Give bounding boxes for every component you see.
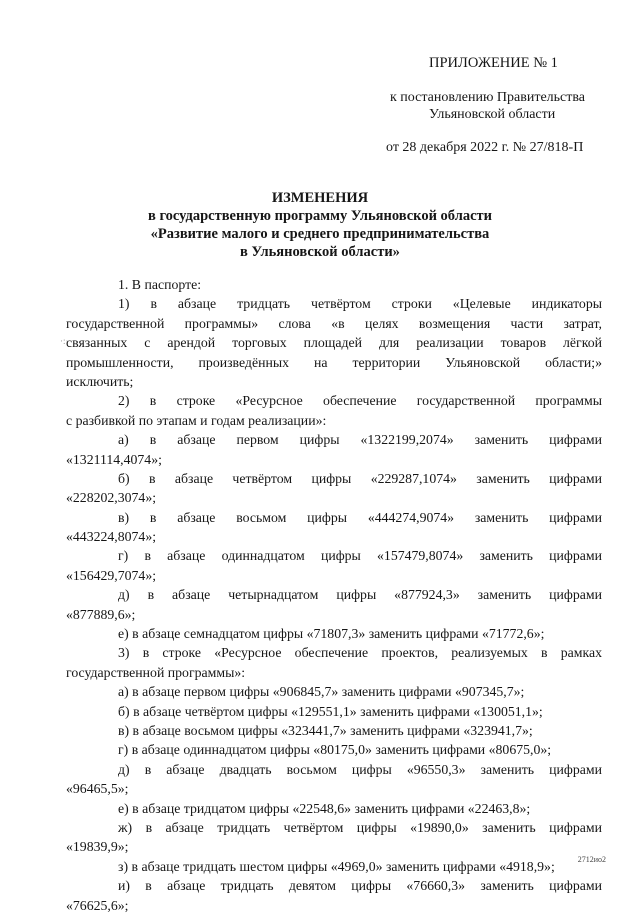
text-line: з) в абзаце тридцать шестом цифры «4969,0» заменить цифрами «4918,9»; bbox=[118, 858, 555, 874]
text-line: е) в абзаце семнадцатом цифры «71807,3» заменить цифрами «71772,6»; bbox=[118, 626, 545, 642]
text-line: а) в абзаце первом цифры «1322199,2074» заменить цифрами bbox=[118, 432, 602, 448]
decree-date: от 28 декабря 2022 г. № 27/818-П bbox=[386, 140, 584, 155]
scan-speckle: ·:· bbox=[60, 336, 69, 346]
text-line: «156429,7074»; bbox=[66, 567, 157, 583]
text-line: б) в абзаце четвёртом цифры «129551,1» заменить цифрами «130051,1»; bbox=[118, 703, 543, 719]
text-line: а) в абзаце первом цифры «906845,7» заменить цифрами «907345,7»; bbox=[118, 684, 525, 700]
footer-mark: 2712ио2 bbox=[577, 855, 606, 864]
text-line: «228202,3074»; bbox=[66, 490, 157, 506]
text-line: «19839,9»; bbox=[66, 839, 129, 855]
text-line: д) в абзаце двадцать восьмом цифры «96550,3» заменить цифрами bbox=[118, 761, 602, 777]
text-line: «96465,5»; bbox=[66, 781, 129, 797]
text-line: «1321114,4074»; bbox=[66, 451, 162, 467]
text-line: государственной программы»: bbox=[66, 664, 246, 680]
text-line: б) в абзаце четвёртом цифры «229287,1074» заменить цифрами bbox=[118, 470, 602, 486]
text-line: 1. В паспорте: bbox=[118, 277, 202, 292]
document-subtitle-1: в государственную программу Ульяновской области bbox=[147, 208, 492, 224]
decree-reference-line1: к постановлению Правительства bbox=[390, 90, 586, 105]
text-line: государственной программы» слова «в целях возмещения части затрат, bbox=[66, 315, 602, 331]
text-line: с разбивкой по этапам и годам реализации»: bbox=[66, 412, 327, 428]
text-line: г) в абзаце одиннадцатом цифры «157479,8074» заменить цифрами bbox=[118, 548, 602, 564]
text-line: е) в абзаце тридцатом цифры «22548,6» заменить цифрами «22463,8»; bbox=[118, 800, 531, 816]
text-line: исключить; bbox=[66, 373, 134, 389]
text-line: ж) в абзаце тридцать четвёртом цифры «19890,0» заменить цифрами bbox=[118, 819, 602, 835]
text-line: 3) в строке «Ресурсное обеспечение проектов, реализуемых в рамках bbox=[118, 645, 602, 661]
text-line: в) в абзаце восьмом цифры «444274,9074» заменить цифрами bbox=[118, 509, 602, 525]
decree-reference-line2: Ульяновской области bbox=[429, 107, 556, 122]
document-body bbox=[66, 275, 602, 915]
text-line: «76625,6»; bbox=[66, 897, 129, 913]
text-line: «877889,6»; bbox=[66, 606, 136, 622]
document-subtitle-2: «Развитие малого и среднего предпринимательства bbox=[150, 226, 490, 242]
appendix-label: ПРИЛОЖЕНИЕ № 1 bbox=[429, 55, 558, 71]
text-line: г) в абзаце одиннадцатом цифры «80175,0» заменить цифрами «80675,0»; bbox=[118, 742, 552, 758]
text-line: в) в абзаце восьмом цифры «323441,7» заменить цифрами «323941,7»; bbox=[118, 722, 533, 738]
text-line: связанных с арендой торговых площадей для реализации товаров лёгкой bbox=[66, 335, 602, 351]
text-line: 1) в абзаце тридцать четвёртом строки «Целевые индикаторы bbox=[118, 296, 602, 312]
text-line: 2) в строке «Ресурсное обеспечение государственной программы bbox=[118, 393, 602, 409]
text-line: «443224,8074»; bbox=[66, 529, 157, 545]
text-line: д) в абзаце четырнадцатом цифры «877924,3» заменить цифрами bbox=[118, 587, 602, 603]
text-line: и) в абзаце тридцать девятом цифры «76660,3» заменить цифрами bbox=[118, 878, 602, 894]
document-subtitle-3: в Ульяновской области» bbox=[240, 244, 400, 260]
document-title: ИЗМЕНЕНИЯ bbox=[271, 190, 369, 206]
text-line: промышленности, произведённых на территории Ульяновской области;» bbox=[66, 354, 602, 370]
